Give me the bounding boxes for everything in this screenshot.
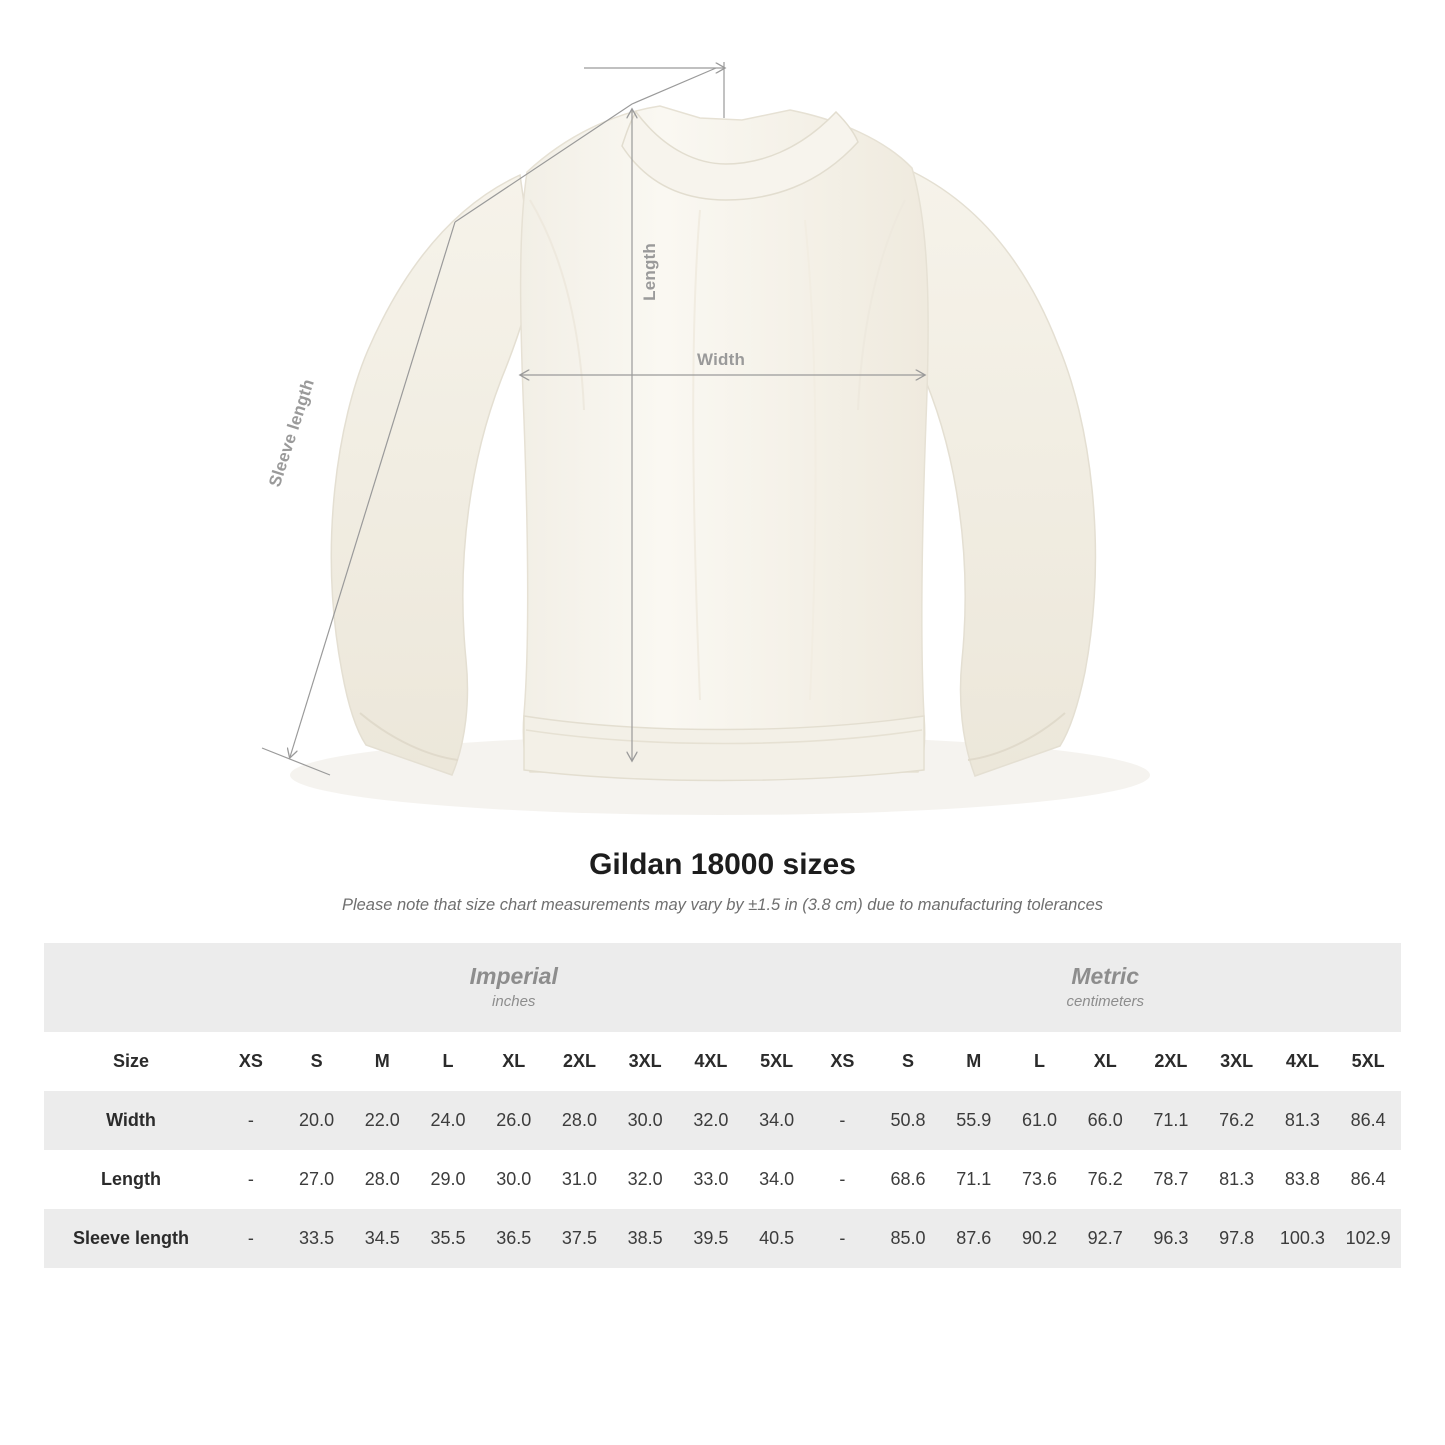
size-column-header: XL bbox=[481, 1032, 547, 1091]
measurement-cell: 34.0 bbox=[744, 1091, 810, 1150]
measurement-cell: 24.0 bbox=[415, 1091, 481, 1150]
measurement-cell: 26.0 bbox=[481, 1091, 547, 1150]
length-dimension-label: Length bbox=[640, 243, 659, 301]
measurement-cell: 34.5 bbox=[349, 1209, 415, 1268]
measurement-cell: 85.0 bbox=[875, 1209, 941, 1268]
table-row bbox=[44, 1209, 1401, 1268]
measurement-cell: 97.8 bbox=[1204, 1209, 1270, 1268]
size-column-header: XS bbox=[809, 1032, 875, 1091]
measurement-row-label: Sleeve length bbox=[44, 1209, 218, 1268]
measurement-cell: 35.5 bbox=[415, 1209, 481, 1268]
measurement-row-label: Width bbox=[44, 1091, 218, 1150]
measurement-cell: 55.9 bbox=[941, 1091, 1007, 1150]
measurement-cell: 83.8 bbox=[1270, 1150, 1336, 1209]
table-row bbox=[44, 1032, 1401, 1091]
measurement-cell: 66.0 bbox=[1072, 1091, 1138, 1150]
measurement-cell: 29.0 bbox=[415, 1150, 481, 1209]
metric-unit-header bbox=[809, 943, 1401, 1032]
table-row bbox=[44, 1150, 1401, 1209]
measurement-cell: 102.9 bbox=[1335, 1209, 1401, 1268]
measurement-cell: - bbox=[809, 1209, 875, 1268]
measurement-cell: 27.0 bbox=[284, 1150, 350, 1209]
measurement-cell: 90.2 bbox=[1007, 1209, 1073, 1268]
measurement-cell: 40.5 bbox=[744, 1209, 810, 1268]
measurement-cell: 20.0 bbox=[284, 1091, 350, 1150]
size-column-header: 5XL bbox=[1335, 1032, 1401, 1091]
measurement-cell: 36.5 bbox=[481, 1209, 547, 1268]
size-column-header: 2XL bbox=[1138, 1032, 1204, 1091]
measurement-cell: 38.5 bbox=[612, 1209, 678, 1268]
size-column-header: S bbox=[875, 1032, 941, 1091]
measurement-cell: 68.6 bbox=[875, 1150, 941, 1209]
measurement-cell: 86.4 bbox=[1335, 1150, 1401, 1209]
measurement-cell: 100.3 bbox=[1270, 1209, 1336, 1268]
unit-header-spacer bbox=[44, 943, 218, 1032]
measurement-cell: 50.8 bbox=[875, 1091, 941, 1150]
size-column-header: 2XL bbox=[547, 1032, 613, 1091]
size-column-header: 3XL bbox=[1204, 1032, 1270, 1091]
measurement-cell: 76.2 bbox=[1204, 1091, 1270, 1150]
size-column-header: M bbox=[941, 1032, 1007, 1091]
measurement-cell: 32.0 bbox=[678, 1091, 744, 1150]
measurement-cell: 34.0 bbox=[744, 1150, 810, 1209]
measurement-cell: 22.0 bbox=[349, 1091, 415, 1150]
table-row bbox=[44, 1091, 1401, 1150]
measurement-cell: 30.0 bbox=[612, 1091, 678, 1150]
measurement-cell: - bbox=[218, 1209, 284, 1268]
size-table bbox=[44, 943, 1401, 1268]
measurement-cell: - bbox=[218, 1150, 284, 1209]
measurement-row-label: Length bbox=[44, 1150, 218, 1209]
measurement-cell: 33.0 bbox=[678, 1150, 744, 1209]
measurement-cell: 37.5 bbox=[547, 1209, 613, 1268]
size-column-header: 5XL bbox=[744, 1032, 810, 1091]
size-row-label: Size bbox=[44, 1032, 218, 1091]
title-block bbox=[0, 848, 1445, 915]
size-column-header: L bbox=[1007, 1032, 1073, 1091]
measurement-cell: 92.7 bbox=[1072, 1209, 1138, 1268]
size-column-header: 4XL bbox=[1270, 1032, 1336, 1091]
size-column-header: 4XL bbox=[678, 1032, 744, 1091]
measurement-cell: 39.5 bbox=[678, 1209, 744, 1268]
size-column-header: XS bbox=[218, 1032, 284, 1091]
measurement-cell: 86.4 bbox=[1335, 1091, 1401, 1150]
metric-unit-name: Metric bbox=[1071, 963, 1140, 989]
sleeve-length-dimension-label: Sleeve length bbox=[265, 376, 318, 490]
size-column-header: M bbox=[349, 1032, 415, 1091]
measurement-cell: 61.0 bbox=[1007, 1091, 1073, 1150]
page-title: Gildan 18000 sizes bbox=[589, 848, 856, 881]
imperial-unit-name: Imperial bbox=[469, 963, 558, 989]
size-column-header: 3XL bbox=[612, 1032, 678, 1091]
measurement-cell: - bbox=[218, 1091, 284, 1150]
measurement-cell: 81.3 bbox=[1204, 1150, 1270, 1209]
metric-unit-sub: centimeters bbox=[1066, 992, 1144, 1010]
measurement-cell: 78.7 bbox=[1138, 1150, 1204, 1209]
measurement-cell: 81.3 bbox=[1270, 1091, 1336, 1150]
width-dimension-label: Width bbox=[697, 350, 746, 369]
unit-header-row bbox=[44, 943, 1401, 1032]
measurement-cell: 71.1 bbox=[941, 1150, 1007, 1209]
measurement-cell: 87.6 bbox=[941, 1209, 1007, 1268]
measurement-cell: 96.3 bbox=[1138, 1209, 1204, 1268]
measurement-cell: 71.1 bbox=[1138, 1091, 1204, 1150]
measurement-cell: 31.0 bbox=[547, 1150, 613, 1209]
measurement-cell: 30.0 bbox=[481, 1150, 547, 1209]
measurement-cell: 28.0 bbox=[349, 1150, 415, 1209]
measurement-cell: 76.2 bbox=[1072, 1150, 1138, 1209]
size-column-header: L bbox=[415, 1032, 481, 1091]
measurement-cell: 32.0 bbox=[612, 1150, 678, 1209]
size-column-header: XL bbox=[1072, 1032, 1138, 1091]
measurement-cell: - bbox=[809, 1091, 875, 1150]
size-table-wrapper bbox=[0, 943, 1445, 1268]
measurement-cell: 33.5 bbox=[284, 1209, 350, 1268]
measurement-cell: - bbox=[809, 1150, 875, 1209]
imperial-unit-sub: inches bbox=[492, 992, 536, 1010]
imperial-unit-header bbox=[218, 943, 809, 1032]
measurement-cell: 73.6 bbox=[1007, 1150, 1073, 1209]
measurement-cell: 28.0 bbox=[547, 1091, 613, 1150]
size-column-header: S bbox=[284, 1032, 350, 1091]
tolerance-note: Please note that size chart measurements may vary by ±1.5 in (3.8 cm) due to manufacturing tolerances bbox=[341, 896, 1104, 914]
